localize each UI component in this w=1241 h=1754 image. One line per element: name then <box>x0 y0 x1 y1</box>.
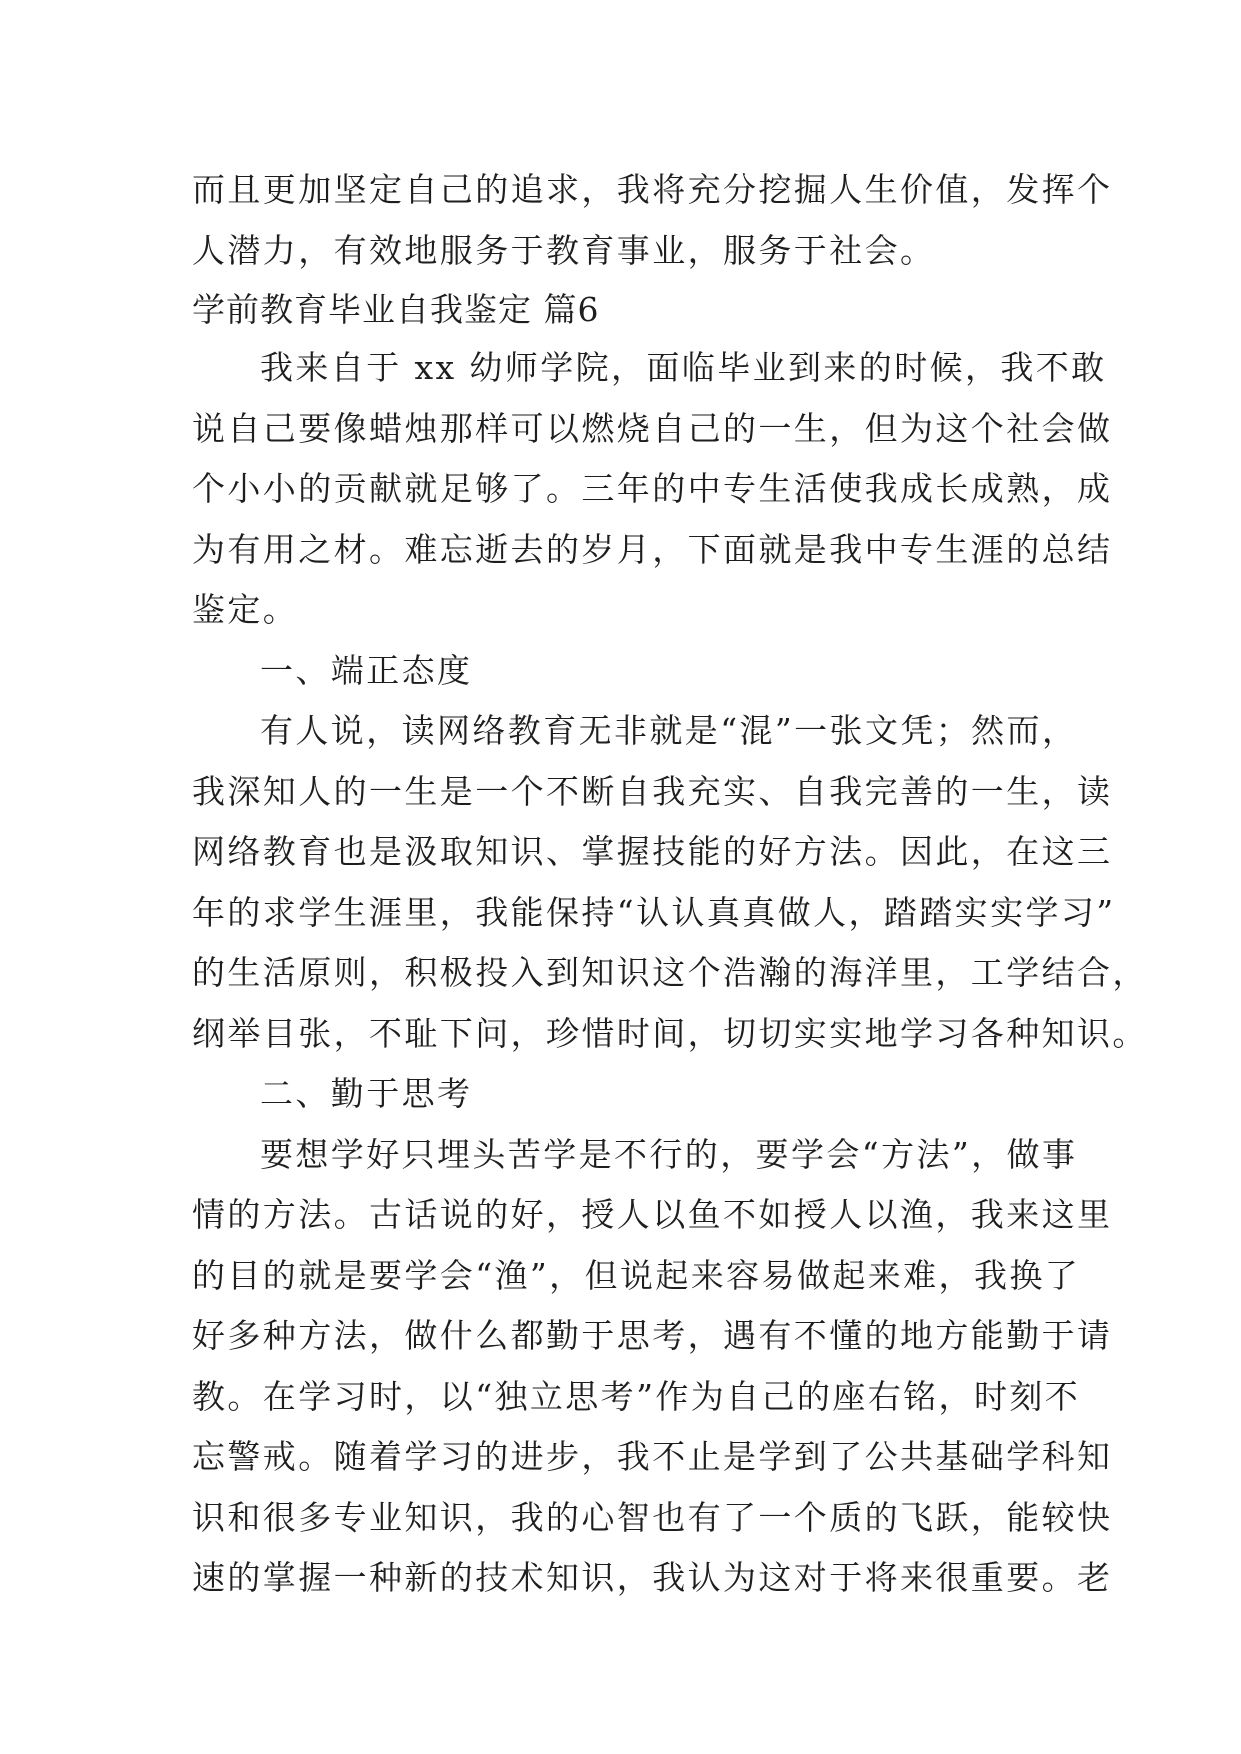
intro-line-2: 说自己要像蜡烛那样可以燃烧自己的一生，但为这个社会做 <box>192 408 1113 448</box>
paragraph-2-line-2: 情的方法。古话说的好，授人以鱼不如授人以渔，我来这里 <box>192 1195 1113 1234</box>
paragraph-2-line-8: 速的掌握一种新的技术知识，我认为这对于将来很重要。老 <box>192 1558 1113 1597</box>
document-body <box>192 160 1148 1609</box>
paragraph-1-line-2: 我深知人的一生是一个不断自我充实、自我完善的一生，读 <box>192 771 1113 811</box>
paragraph-1-line-1: 有人说，读网络教育无非就是“混”一张文凭；然而， <box>260 711 1078 750</box>
paragraph-2-line-3: 的目的就是要学会“渔”，但说起来容易做起来难，我换了 <box>192 1255 1081 1295</box>
paragraph-1-line-3: 网络教育也是汲取知识、掌握技能的好方法。因此，在这三 <box>192 832 1113 871</box>
paragraph-2-line-6: 忘警戒。随着学习的进步，我不止是学到了公共基础学科知 <box>192 1437 1113 1476</box>
section-title: 学前教育毕业自我鉴定 篇6 <box>192 290 600 329</box>
continuation-line-1: 而且更加坚定自己的追求，我将充分挖掘人生价值，发挥个 <box>192 170 1113 209</box>
paragraph-2-line-7: 识和很多专业知识，我的心智也有了一个质的飞跃，能较快 <box>192 1497 1113 1537</box>
intro-line-4: 为有用之材。难忘逝去的岁月，下面就是我中专生涯的总结 <box>192 529 1113 569</box>
intro-line-1: 我来自于 xx 幼师学院，面临毕业到来的时候，我不敢 <box>260 348 1107 387</box>
heading-1: 一、端正态度 <box>260 650 473 690</box>
paragraph-1-line-6: 纲举目张，不耻下问，珍惜时间，切切实实地学习各种知识。 <box>192 1013 1148 1053</box>
paragraph-2-line-4: 好多种方法，做什么都勤于思考，遇有不懂的地方能勤于请 <box>192 1316 1113 1355</box>
heading-2: 二、勤于思考 <box>260 1074 473 1113</box>
paragraph-2-line-5: 教。在学习时，以“独立思考”作为自己的座右铭，时刻不 <box>192 1376 1081 1416</box>
intro-line-5: 鉴定。 <box>192 590 299 629</box>
paragraph-1-line-4: 年的求学生涯里，我能保持“认认真真做人，踏踏实实学习” <box>192 892 1116 932</box>
intro-line-3: 个小小的贡献就足够了。三年的中专生活使我成长成熟，成 <box>192 469 1113 508</box>
paragraph-1-line-5: 的生活原则，积极投入到知识这个浩瀚的海洋里，工学结合， <box>192 953 1148 992</box>
paragraph-2-line-1: 要想学好只埋头苦学是不行的，要学会“方法”，做事 <box>260 1134 1078 1174</box>
continuation-line-2: 人潜力，有效地服务于教育事业，服务于社会。 <box>192 230 936 270</box>
